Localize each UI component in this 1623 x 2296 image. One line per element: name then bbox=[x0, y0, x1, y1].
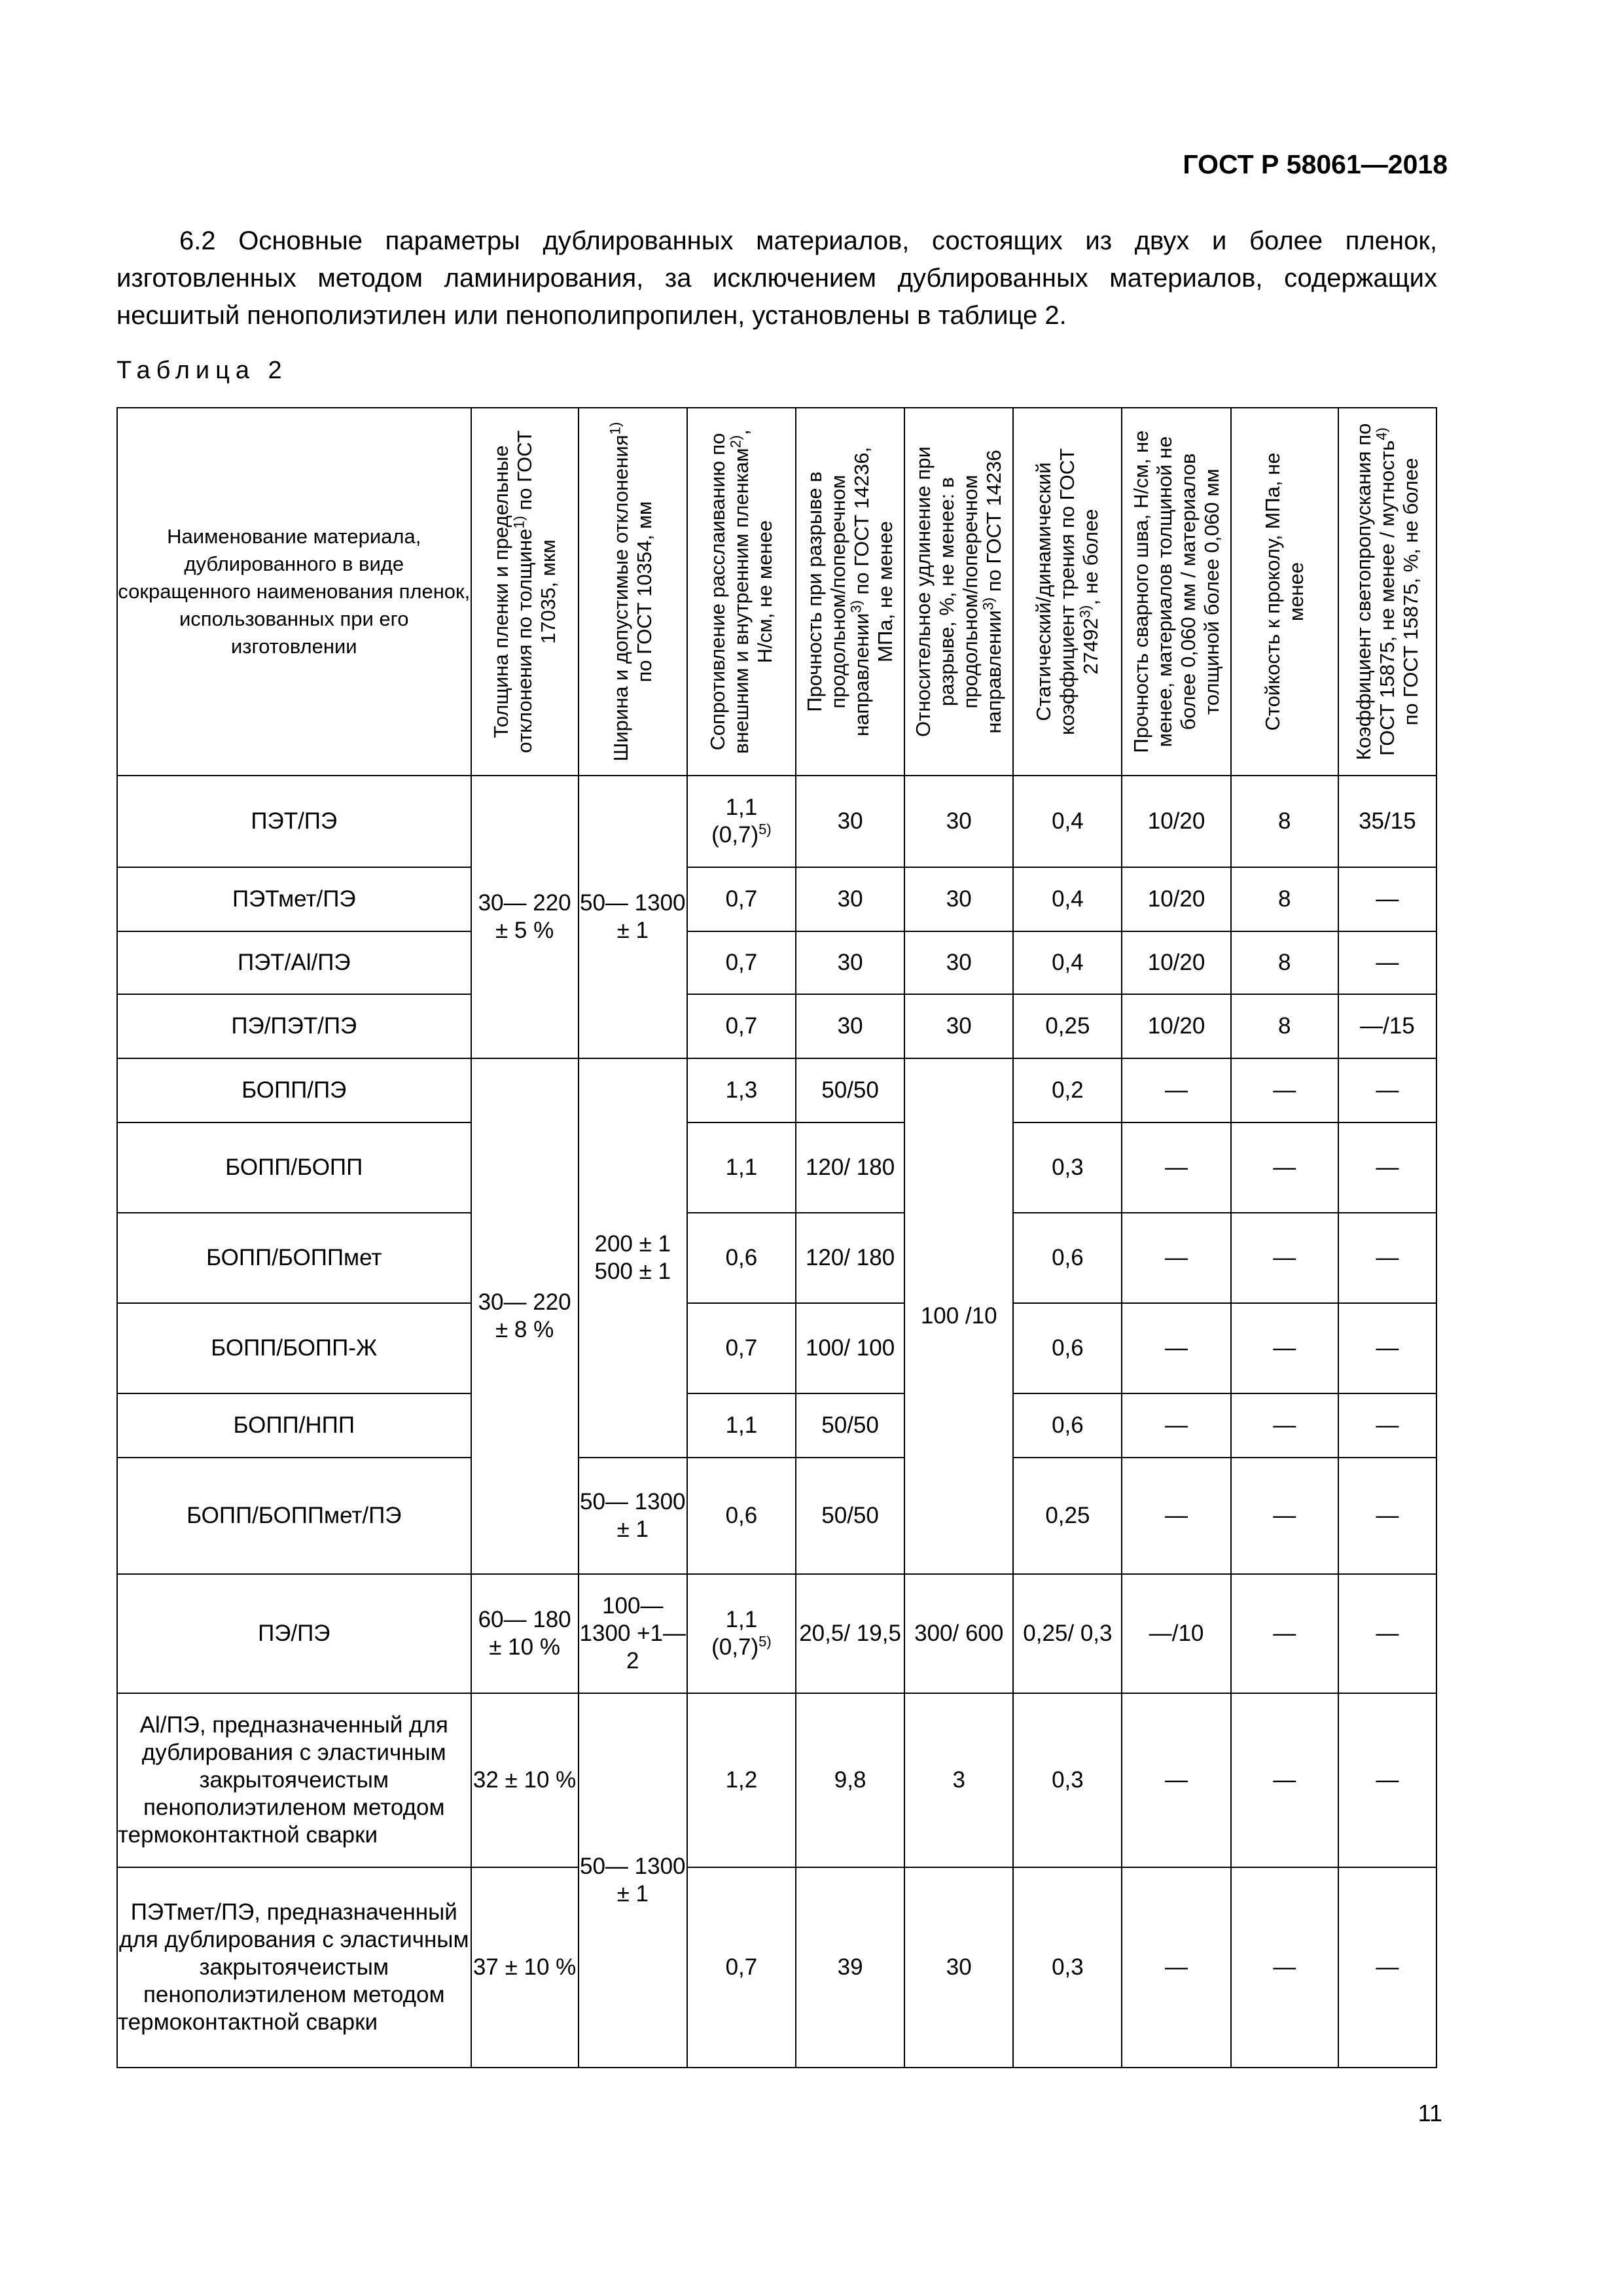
table-row bbox=[117, 994, 1436, 1058]
delamination-cell: 0,7 bbox=[687, 867, 796, 931]
table-row bbox=[117, 931, 1436, 994]
puncture-cell: — bbox=[1231, 1867, 1338, 2068]
table-row bbox=[117, 1303, 1436, 1393]
material-name: БОПП/БОПП-Ж bbox=[117, 1303, 471, 1393]
header-name: Наименование материала, дублированного в виде сокращенного наименования пленок, использованных при его изготовлении bbox=[117, 408, 471, 776]
thickness-cell: 32 ± 10 % bbox=[471, 1693, 579, 1867]
delamination-cell: 1,3 bbox=[687, 1058, 796, 1122]
header-elongation: Относительное удлинение при разрыве, %, не менее: в продольном/поперечном направлении$^{3)}$ по ГОСТ 14236 bbox=[904, 408, 1013, 776]
width-cell: 50— 1300 ± 1 bbox=[579, 776, 687, 1058]
delamination-cell: 0,7 bbox=[687, 931, 796, 994]
elongation-cell: 30 bbox=[904, 776, 1013, 867]
material-name: БОПП/ПЭ bbox=[117, 1058, 471, 1122]
page-number: 11 bbox=[1418, 2100, 1442, 2126]
weld-cell: — bbox=[1122, 1867, 1230, 2068]
weld-cell: — bbox=[1122, 1693, 1230, 1867]
puncture-cell: 8 bbox=[1231, 776, 1338, 867]
parameters-table bbox=[116, 407, 1437, 2068]
puncture-cell: — bbox=[1231, 1693, 1338, 1867]
friction-cell: 0,4 bbox=[1013, 776, 1122, 867]
puncture-cell: 8 bbox=[1231, 867, 1338, 931]
elongation-cell: 30 bbox=[904, 1867, 1013, 2068]
elongation-cell: 300/ 600 bbox=[904, 1574, 1013, 1693]
strength-cell: 30 bbox=[796, 931, 904, 994]
strength-cell: 100/ 100 bbox=[796, 1303, 904, 1393]
friction-cell: 0,2 bbox=[1013, 1058, 1122, 1122]
header-width: Ширина и допустимые отклонения$^{1)}$ по ГОСТ 10354, мм bbox=[579, 408, 687, 776]
friction-cell: 0,4 bbox=[1013, 867, 1122, 931]
puncture-cell: 8 bbox=[1231, 994, 1338, 1058]
strength-cell: 20,5/ 19,5 bbox=[796, 1574, 904, 1693]
table-row bbox=[117, 1458, 1436, 1574]
header-thickness: Толщина пленки и предельные отклонения по толщине$^{1)}$ по ГОСТ 17035, мкм bbox=[471, 408, 579, 776]
weld-cell: — bbox=[1122, 1393, 1230, 1458]
strength-cell: 120/ 180 bbox=[796, 1213, 904, 1303]
table-label: Таблица 2 bbox=[116, 357, 288, 384]
friction-cell: 0,25 bbox=[1013, 1458, 1122, 1574]
puncture-cell: — bbox=[1231, 1213, 1338, 1303]
material-name: Al/ПЭ, предназначенный для дублирования с эластичным закрытоячеистым пенополиэтиленом методом термоконтактной сварки bbox=[117, 1693, 471, 1867]
table-row bbox=[117, 1393, 1436, 1458]
puncture-cell: 8 bbox=[1231, 931, 1338, 994]
header-delamination: Сопротивление расслаиванию по внешним и внутренним пленкам$^{2)}$, Н/см, не менее bbox=[687, 408, 796, 776]
friction-cell: 0,3 bbox=[1013, 1693, 1122, 1867]
puncture-cell: — bbox=[1231, 1574, 1338, 1693]
light-cell: — bbox=[1338, 1693, 1436, 1867]
light-cell: — bbox=[1338, 1058, 1436, 1122]
light-cell: — bbox=[1338, 1458, 1436, 1574]
strength-cell: 120/ 180 bbox=[796, 1122, 904, 1213]
friction-cell: 0,3 bbox=[1013, 1867, 1122, 2068]
material-name: БОПП/БОППмет bbox=[117, 1213, 471, 1303]
friction-cell: 0,6 bbox=[1013, 1213, 1122, 1303]
weld-cell: 10/20 bbox=[1122, 867, 1230, 931]
light-cell: — bbox=[1338, 1213, 1436, 1303]
elongation-cell: 100 /10 bbox=[904, 1058, 1013, 1574]
strength-cell: 30 bbox=[796, 776, 904, 867]
elongation-cell: 30 bbox=[904, 931, 1013, 994]
delamination-cell: 1,1 $(0,7)^{5)}$ bbox=[687, 1574, 796, 1693]
puncture-cell: — bbox=[1231, 1458, 1338, 1574]
elongation-cell: 30 bbox=[904, 994, 1013, 1058]
thickness-cell: 37 ± 10 % bbox=[471, 1867, 579, 2068]
material-name: БОПП/БОППмет/ПЭ bbox=[117, 1458, 471, 1574]
material-name: ПЭТмет/ПЭ, предназначенный для дублирования с эластичным закрытоячеистым пенополиэтиленом методом термоконтактной сварки bbox=[117, 1867, 471, 2068]
material-name: ПЭ/ПЭТ/ПЭ bbox=[117, 994, 471, 1058]
material-name: БОПП/БОПП bbox=[117, 1122, 471, 1213]
strength-cell: 30 bbox=[796, 994, 904, 1058]
width-cell: 50— 1300 ± 1 bbox=[579, 1458, 687, 1574]
light-cell: — bbox=[1338, 1303, 1436, 1393]
weld-cell: 10/20 bbox=[1122, 931, 1230, 994]
table-row bbox=[117, 1213, 1436, 1303]
friction-cell: 0,6 bbox=[1013, 1303, 1122, 1393]
table-row bbox=[117, 1867, 1436, 2068]
light-cell: 35/15 bbox=[1338, 776, 1436, 867]
delamination-cell: 1,1 bbox=[687, 1393, 796, 1458]
thickness-cell: 30— 220 ± 8 % bbox=[471, 1058, 579, 1574]
strength-cell: 9,8 bbox=[796, 1693, 904, 1867]
strength-cell: 39 bbox=[796, 1867, 904, 2068]
strength-cell: 50/50 bbox=[796, 1393, 904, 1458]
width-cell: 200 ± 1 500 ± 1 bbox=[579, 1058, 687, 1458]
friction-cell: 0,4 bbox=[1013, 931, 1122, 994]
delamination-cell: 0,6 bbox=[687, 1458, 796, 1574]
friction-cell: 0,25/ 0,3 bbox=[1013, 1574, 1122, 1693]
strength-cell: 30 bbox=[796, 867, 904, 931]
table-row bbox=[117, 1058, 1436, 1122]
light-cell: — bbox=[1338, 1867, 1436, 2068]
light-cell: — bbox=[1338, 1393, 1436, 1458]
light-cell: — bbox=[1338, 931, 1436, 994]
delamination-cell: 1,1 bbox=[687, 1122, 796, 1213]
friction-cell: 0,25 bbox=[1013, 994, 1122, 1058]
material-name: ПЭТ/Al/ПЭ bbox=[117, 931, 471, 994]
light-cell: — bbox=[1338, 1574, 1436, 1693]
puncture-cell: — bbox=[1231, 1122, 1338, 1213]
puncture-cell: — bbox=[1231, 1058, 1338, 1122]
weld-cell: — bbox=[1122, 1122, 1230, 1213]
strength-cell: 50/50 bbox=[796, 1058, 904, 1122]
delamination-cell: 1,1 $(0,7)^{5)}$ bbox=[687, 776, 796, 867]
table-row bbox=[117, 867, 1436, 931]
width-cell: 100— 1300 +1—2 bbox=[579, 1574, 687, 1693]
material-name: ПЭТ/ПЭ bbox=[117, 776, 471, 867]
delamination-cell: 0,6 bbox=[687, 1213, 796, 1303]
table-row bbox=[117, 1574, 1436, 1693]
delamination-cell: 0,7 bbox=[687, 994, 796, 1058]
header-puncture: Стойкость к проколу, МПа, не менее bbox=[1231, 408, 1338, 776]
strength-cell: 50/50 bbox=[796, 1458, 904, 1574]
header-weld-strength: Прочность сварного шва, Н/см, не менее, материалов толщиной не более 0,060 мм / материалов толщиной более 0,060 мм bbox=[1122, 408, 1230, 776]
weld-cell: — bbox=[1122, 1058, 1230, 1122]
table-row bbox=[117, 1122, 1436, 1213]
thickness-cell: 30— 220 ± 5 % bbox=[471, 776, 579, 1058]
weld-cell: —/10 bbox=[1122, 1574, 1230, 1693]
light-cell: — bbox=[1338, 867, 1436, 931]
section-paragraph: 6.2 Основные параметры дублированных материалов, состоящих из двух и более пленок, изготовленных методом ламинирования, за исключением дублированных материалов, содержащих несшитый пенополиэтилен или пенополипропилен, установлены в таблице 2. bbox=[116, 226, 1437, 330]
thickness-cell: 60— 180 ± 10 % bbox=[471, 1574, 579, 1693]
friction-cell: 0,3 bbox=[1013, 1122, 1122, 1213]
table-row bbox=[117, 1693, 1436, 1867]
light-cell: — bbox=[1338, 1122, 1436, 1213]
weld-cell: 10/20 bbox=[1122, 776, 1230, 867]
header-light-transmission: Коэффициент светопропускания по ГОСТ 15875, не менее / мутность$^{4)}$ по ГОСТ 15875, %, не более bbox=[1338, 408, 1436, 776]
puncture-cell: — bbox=[1231, 1393, 1338, 1458]
delamination-cell: 0,7 bbox=[687, 1303, 796, 1393]
header-tensile-strength: Прочность при разрыве в продольном/поперечном направлении$^{3)}$ по ГОСТ 14236, МПа, не менее bbox=[796, 408, 904, 776]
elongation-cell: 30 bbox=[904, 867, 1013, 931]
material-name: ПЭ/ПЭ bbox=[117, 1574, 471, 1693]
friction-cell: 0,6 bbox=[1013, 1393, 1122, 1458]
width-cell: 50— 1300 ± 1 bbox=[579, 1693, 687, 2068]
elongation-cell: 3 bbox=[904, 1693, 1013, 1867]
table-header-row bbox=[117, 408, 1436, 776]
light-cell: —/15 bbox=[1338, 994, 1436, 1058]
weld-cell: 10/20 bbox=[1122, 994, 1230, 1058]
puncture-cell: — bbox=[1231, 1303, 1338, 1393]
delamination-cell: 0,7 bbox=[687, 1867, 796, 2068]
table-row bbox=[117, 776, 1436, 867]
weld-cell: — bbox=[1122, 1213, 1230, 1303]
material-name: ПЭТмет/ПЭ bbox=[117, 867, 471, 931]
weld-cell: — bbox=[1122, 1458, 1230, 1574]
material-name: БОПП/НПП bbox=[117, 1393, 471, 1458]
weld-cell: — bbox=[1122, 1303, 1230, 1393]
document-code: ГОСТ Р 58061—2018 bbox=[1183, 149, 1448, 179]
delamination-cell: 1,2 bbox=[687, 1693, 796, 1867]
header-friction: Статический/динамический коэффициент трения по ГОСТ 27492$^{3)}$, не более bbox=[1013, 408, 1122, 776]
